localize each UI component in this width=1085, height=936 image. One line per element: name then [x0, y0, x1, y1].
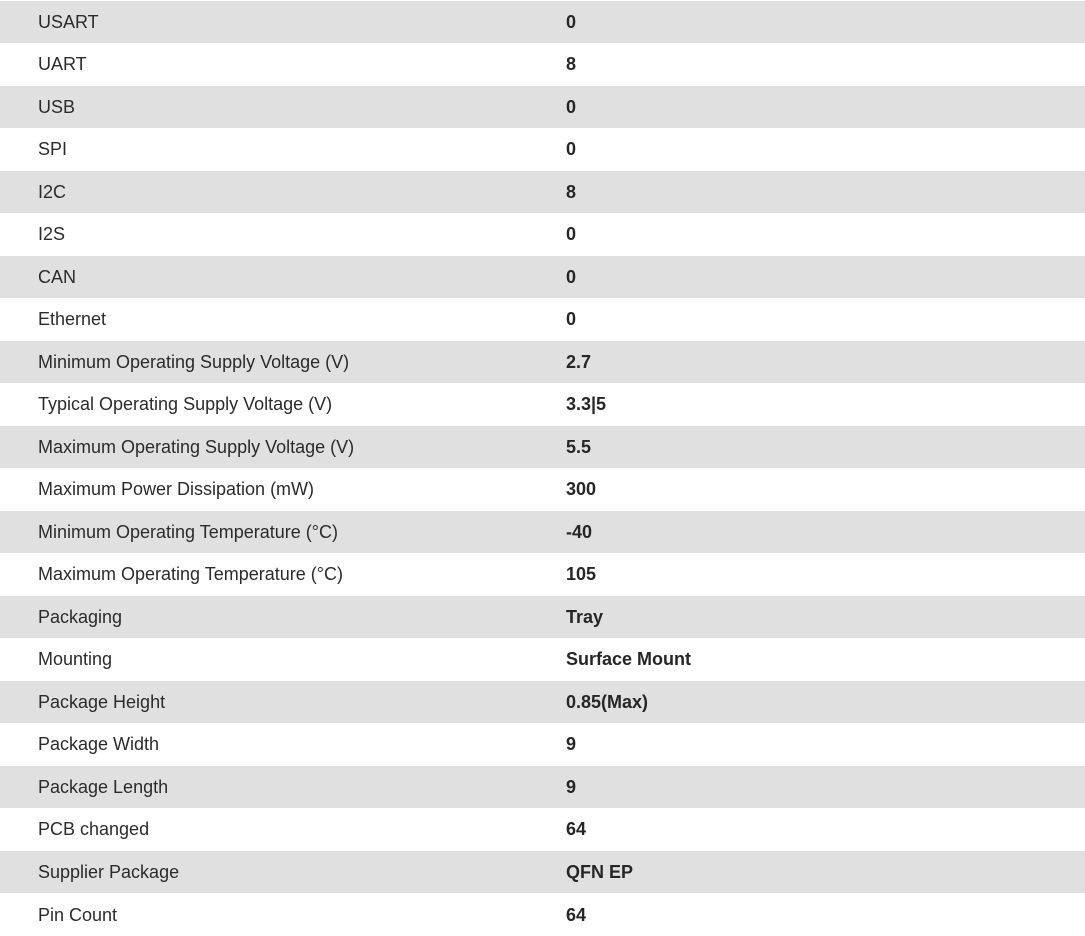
table-row: [0, 596, 1085, 639]
table-row: [0, 256, 1085, 299]
spec-value: 0.85(Max): [566, 681, 1085, 724]
table-row: [0, 86, 1085, 129]
spec-label: Package Length: [0, 766, 566, 809]
spec-value: 9: [566, 766, 1085, 809]
table-row: [0, 638, 1085, 681]
spec-label: Maximum Operating Supply Voltage (V): [0, 426, 566, 469]
spec-value: 0: [566, 86, 1085, 129]
spec-label: USB: [0, 86, 566, 129]
spec-label: Pin Count: [0, 893, 566, 936]
spec-value: 0: [566, 213, 1085, 256]
table-row: [0, 808, 1085, 851]
table-row: [0, 723, 1085, 766]
spec-value: Surface Mount: [566, 638, 1085, 681]
spec-table-body: [0, 1, 1085, 936]
spec-label: Packaging: [0, 596, 566, 639]
table-row: [0, 681, 1085, 724]
spec-value: QFN EP: [566, 851, 1085, 894]
spec-value: 0: [566, 298, 1085, 341]
spec-label: Maximum Operating Temperature (°C): [0, 553, 566, 596]
table-row: [0, 213, 1085, 256]
spec-value: 64: [566, 893, 1085, 936]
spec-label: CAN: [0, 256, 566, 299]
table-row: [0, 171, 1085, 214]
spec-value: 0: [566, 256, 1085, 299]
spec-label: Supplier Package: [0, 851, 566, 894]
spec-label: I2C: [0, 171, 566, 214]
table-row: [0, 893, 1085, 936]
spec-label: Minimum Operating Temperature (°C): [0, 511, 566, 554]
spec-value: Tray: [566, 596, 1085, 639]
spec-label: Package Width: [0, 723, 566, 766]
spec-value: 5.5: [566, 426, 1085, 469]
table-row: [0, 341, 1085, 384]
spec-label: Minimum Operating Supply Voltage (V): [0, 341, 566, 384]
spec-label: Ethernet: [0, 298, 566, 341]
spec-value: 2.7: [566, 341, 1085, 384]
spec-label: Mounting: [0, 638, 566, 681]
spec-value: 105: [566, 553, 1085, 596]
spec-value: -40: [566, 511, 1085, 554]
spec-value: 8: [566, 43, 1085, 86]
table-row: [0, 128, 1085, 171]
table-row: [0, 468, 1085, 511]
spec-label: I2S: [0, 213, 566, 256]
table-row: [0, 851, 1085, 894]
spec-label: USART: [0, 1, 566, 44]
table-row: [0, 43, 1085, 86]
table-row: [0, 298, 1085, 341]
spec-label: PCB changed: [0, 808, 566, 851]
table-row: [0, 766, 1085, 809]
spec-label: Maximum Power Dissipation (mW): [0, 468, 566, 511]
spec-label: UART: [0, 43, 566, 86]
table-row: [0, 511, 1085, 554]
spec-value: 300: [566, 468, 1085, 511]
spec-value: 3.3|5: [566, 383, 1085, 426]
table-row: [0, 553, 1085, 596]
spec-label: Package Height: [0, 681, 566, 724]
table-row: [0, 426, 1085, 469]
spec-value: 0: [566, 1, 1085, 44]
table-row: [0, 383, 1085, 426]
spec-value: 9: [566, 723, 1085, 766]
spec-value: 0: [566, 128, 1085, 171]
spec-value: 64: [566, 808, 1085, 851]
spec-label: Typical Operating Supply Voltage (V): [0, 383, 566, 426]
table-row: [0, 1, 1085, 44]
spec-label: SPI: [0, 128, 566, 171]
spec-value: 8: [566, 171, 1085, 214]
